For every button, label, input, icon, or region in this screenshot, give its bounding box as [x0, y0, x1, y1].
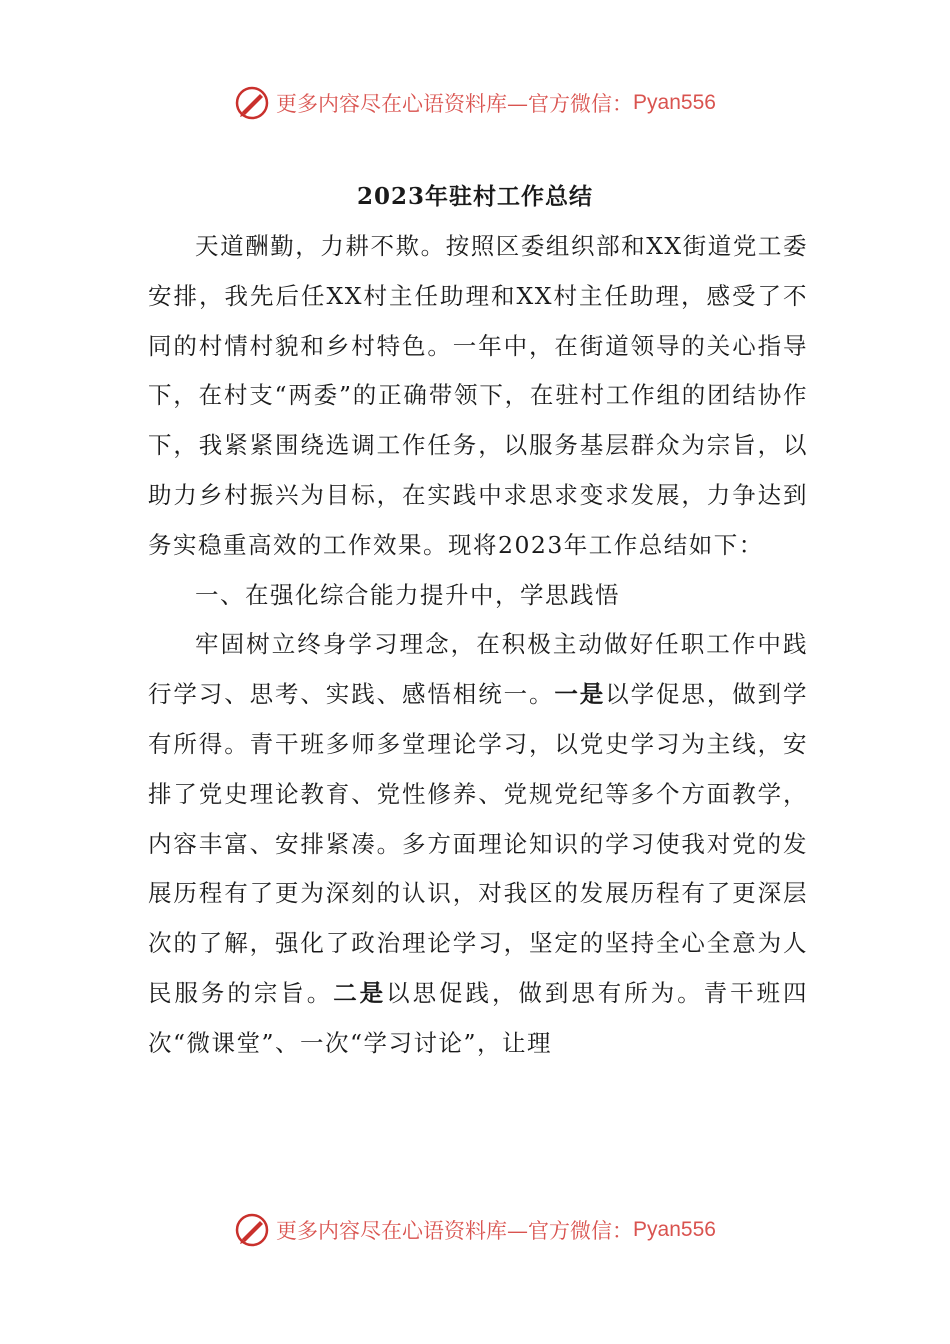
point-one-text: 以学促思，做到学有所得。青干班多师多堂理论学习，以党史学习为主线，安排了党史理论教育、党性修养、党规党纪等多个方面教学，内容丰富、安排紧凑。多方面理论知识的学习使我对党的发展历程有了更为深刻的认识，对我区的发展历程有了更深层次的了解，强化了政治理论学习，坚定的坚持全心全意为人民服务的宗旨。 [148, 680, 809, 1007]
point-two-marker: 二是 [333, 978, 387, 1007]
header-watermark-banner [0, 83, 950, 123]
intro-paragraph: 天道酬勤，力耕不欺。按照区委组织部和XX街道党工委安排，我先后任XX村主任助理和XX村主任助理，感受了不同的村情村貌和乡村特色。一年中，在街道领导的关心指导下，在村支“两委”的正确带领下，在驻村工作组的团结协作下，我紧紧围绕选调工作任务，以服务基层群众为宗旨，以助力乡村振兴为目标，在实践中求思求变求发展，力争达到务实稳重高效的工作效果。现将2023年工作总结如下： [148, 232, 808, 559]
study-paragraph [148, 620, 808, 1068]
pen-logo-icon [234, 85, 270, 121]
pen-logo-icon [234, 1212, 270, 1248]
point-one-marker: 一是 [554, 680, 606, 709]
footer-watermark-banner [0, 1210, 950, 1250]
study-lead-text: 牢固树立终身学习理念，在积极主动做好任职工作中践行学习、思考、实践、感悟相统一。 [148, 630, 808, 709]
document-body [148, 222, 808, 1069]
point-two-text: 以思促践，做到思有所为。青干班四次“微课堂”、一次“学习讨论”，让理 [148, 978, 809, 1057]
header-banner-text: 更多内容尽在心语资料库—官方微信： [276, 92, 634, 116]
section-heading-1: 一、在强化综合能力提升中，学思践悟 [195, 580, 620, 609]
document-title: 2023年驻村工作总结 [356, 183, 593, 210]
header-wechat-id: Pyan556 [633, 91, 716, 114]
footer-wechat-id: Pyan556 [633, 1218, 716, 1241]
footer-banner-text: 更多内容尽在心语资料库—官方微信： [276, 1219, 634, 1243]
